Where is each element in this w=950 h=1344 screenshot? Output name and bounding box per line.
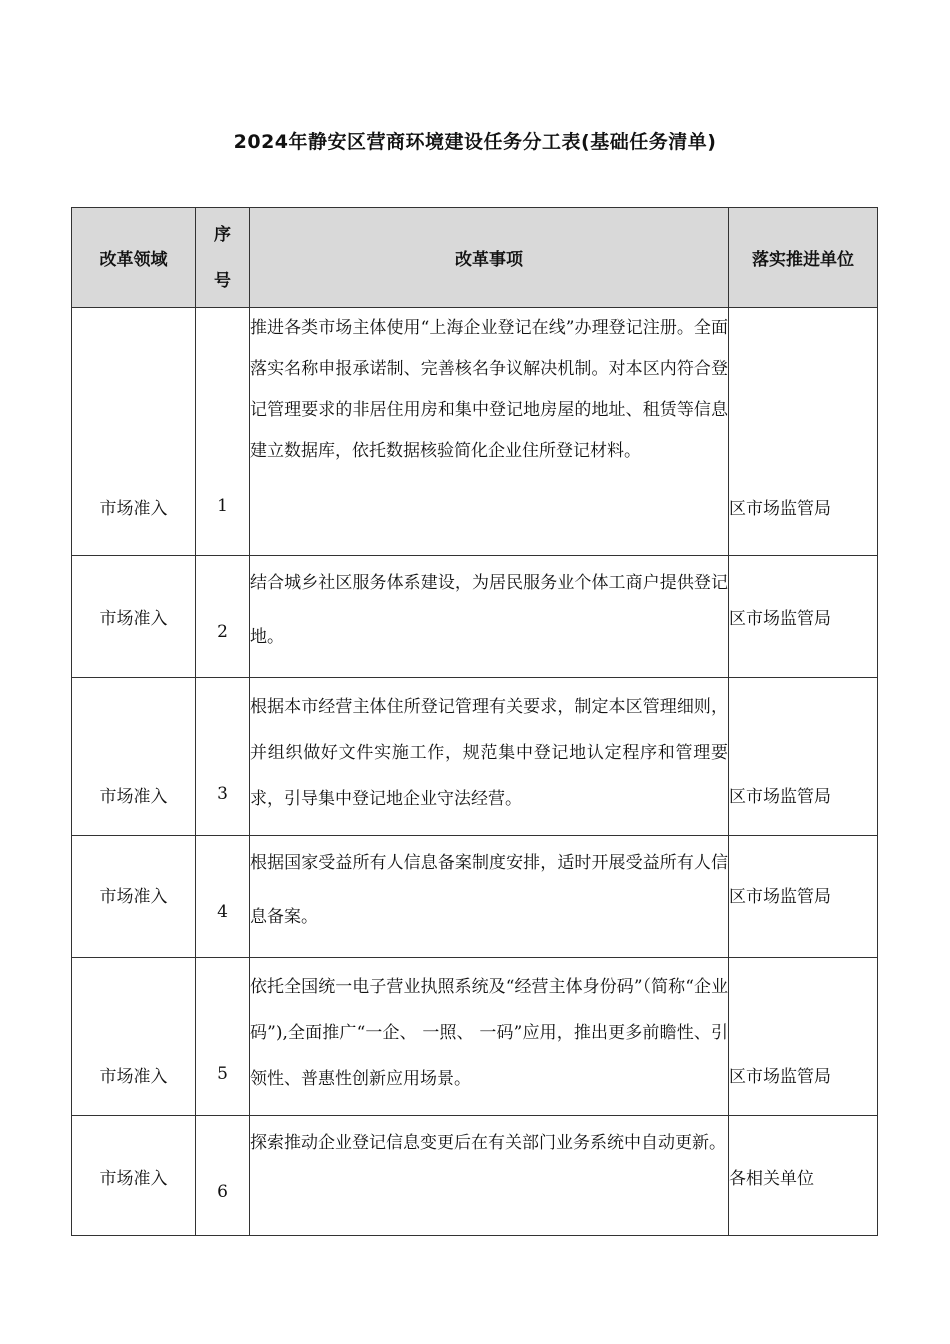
row-item: 根据本市经营主体住所登记管理有关要求，制定本区管理细则，并组织做好文件实施工作，规范集中登记地认定程序和管理要求，引导集中登记地企业守法经营。 <box>250 678 729 836</box>
row-number: 2 <box>196 556 250 678</box>
row-item: 探索推动企业登记信息变更后在有关部门业务系统中自动更新。 <box>250 1116 729 1236</box>
row-number: 3 <box>196 678 250 836</box>
row-item: 结合城乡社区服务体系建设，为居民服务业个体工商户提供登记地。 <box>250 556 729 678</box>
row-domain: 市场准入 <box>72 1116 196 1236</box>
header-number-line2: 号 <box>214 270 231 291</box>
row-item: 推进各类市场主体使用“上海企业登记在线”办理登记注册。全面落实名称申报承诺制、完善核名争议解决机制。对本区内符合登记管理要求的非居住用房和集中登记地房屋的地址、租赁等信息建立数据库，依托数据核验简化企业住所登记材料。 <box>250 308 729 556</box>
row-number: 1 <box>196 308 250 556</box>
row-domain: 市场准入 <box>72 678 196 836</box>
row-unit: 区市场监管局 <box>729 678 878 836</box>
row-domain: 市场准入 <box>72 556 196 678</box>
table-row <box>72 1116 878 1236</box>
row-domain: 市场准入 <box>72 836 196 958</box>
row-item: 根据国家受益所有人信息备案制度安排，适时开展受益所有人信息备案。 <box>250 836 729 958</box>
header-item: 改革事项 <box>250 208 729 308</box>
header-number <box>196 208 250 308</box>
table-header-row <box>72 208 878 308</box>
table-row <box>72 678 878 836</box>
row-domain: 市场准入 <box>72 958 196 1116</box>
row-number: 6 <box>196 1116 250 1236</box>
task-table <box>71 207 878 1236</box>
table-row <box>72 958 878 1116</box>
row-unit: 区市场监管局 <box>729 958 878 1116</box>
header-unit: 落实推进单位 <box>729 208 878 308</box>
row-unit: 区市场监管局 <box>729 556 878 678</box>
header-domain: 改革领域 <box>72 208 196 308</box>
row-number: 5 <box>196 958 250 1116</box>
row-unit: 区市场监管局 <box>729 308 878 556</box>
table-row <box>72 836 878 958</box>
table-row <box>72 556 878 678</box>
row-domain: 市场准入 <box>72 308 196 556</box>
row-item: 依托全国统一电子营业执照系统及“经营主体身份码”（简称“企业码”),全面推广“一企、 一照、 一码”应用，推出更多前瞻性、引领性、普惠性创新应用场景。 <box>250 958 729 1116</box>
row-unit: 区市场监管局 <box>729 836 878 958</box>
document-title: 2024年静安区营商环境建设任务分工表(基础任务清单) <box>233 131 717 153</box>
row-number: 4 <box>196 836 250 958</box>
header-number-line1: 序 <box>214 224 231 245</box>
table-row <box>72 308 878 556</box>
row-unit: 各相关单位 <box>729 1116 878 1236</box>
